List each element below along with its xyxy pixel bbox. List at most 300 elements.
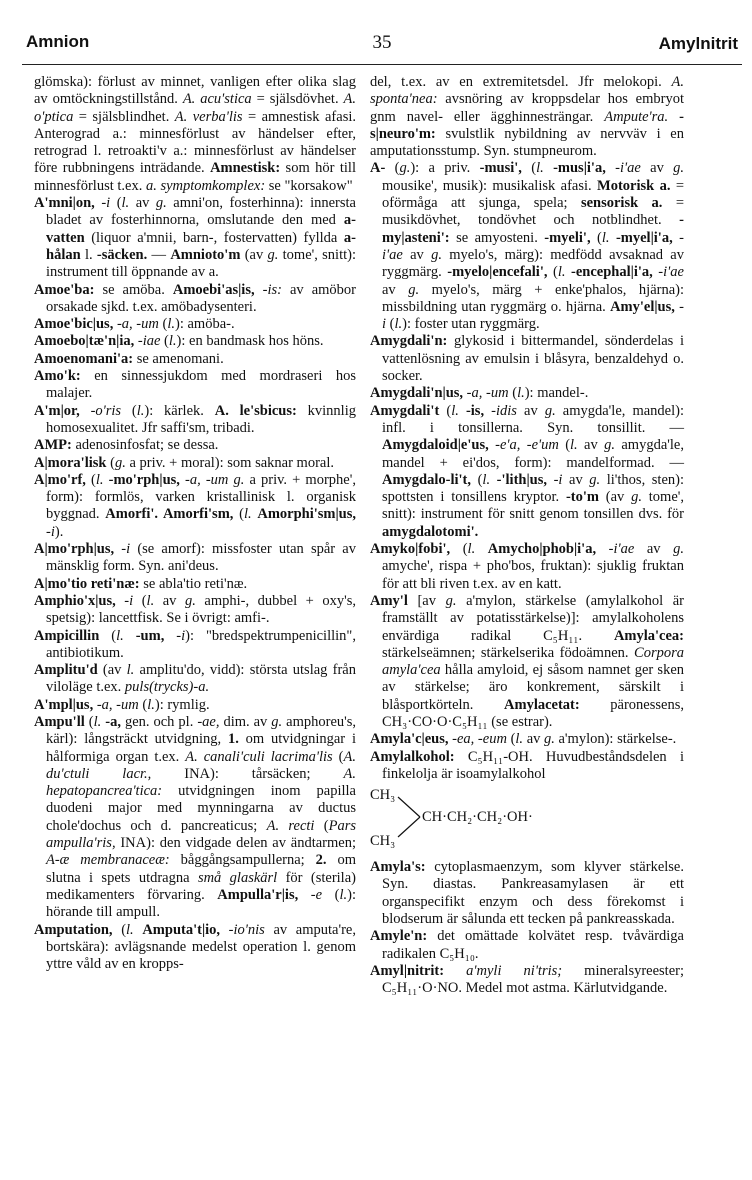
entry-italic-text: eum xyxy=(482,731,507,748)
entry-italic-text: puls(trycks)-a. xyxy=(124,679,210,696)
entry-italic-text: l. xyxy=(517,385,525,402)
entry-text: ( xyxy=(590,229,602,246)
entry-text: amplitu'do, vidd): största utslag från viloläge t.ex. xyxy=(46,662,356,696)
entry-italic-text: is: xyxy=(267,281,282,298)
entry-headword: Amygdali'n: xyxy=(370,333,448,350)
entry-italic-text: i'ae xyxy=(613,541,635,558)
entry-text: glömska): förlust av minnet, vanligen efter olika slag av omtöckningstillstånd. xyxy=(34,74,356,108)
entry-text: a'mylon): stärkelse-. xyxy=(554,731,677,748)
entry-text: amygda'le, mandel + ei'dos, form): mandelformad. — xyxy=(382,437,684,471)
entry-italic-text: a, xyxy=(471,385,483,402)
entry-text: ( xyxy=(385,160,400,177)
entry-text xyxy=(475,541,488,557)
entry-text: glykosid i bittermandel, sönderdelas i vattenlösning av emulsin i blåsyra, benzaldehyd o. socker. xyxy=(382,333,684,385)
entry-text: - xyxy=(254,281,268,298)
entry-italic-text: um g. xyxy=(210,471,245,488)
entry-text: ): mandel-. xyxy=(524,385,589,402)
entry-headword: Amylacetat: xyxy=(504,696,580,713)
entry-headword: A- xyxy=(370,160,386,177)
entry-italic-text: e xyxy=(315,886,323,903)
entry-text: ( xyxy=(332,748,344,765)
entry-text: ): rymlig. xyxy=(154,696,210,713)
dictionary-entry xyxy=(34,472,356,541)
entry-headword: -to'm xyxy=(565,489,599,506)
entry-text: ( xyxy=(84,713,94,730)
dictionary-entry xyxy=(34,351,356,368)
entry-headword: Amoe'ba: xyxy=(34,281,95,298)
entry-text: tome', snitt): instrument till öppnande av a. xyxy=(46,246,356,281)
entry-italic-text: g. xyxy=(408,281,420,298)
entry-headword: Amoebi'as|is, xyxy=(172,281,255,298)
entry-text: - xyxy=(113,316,122,333)
entry-text: myelo's, märg): medfödd avsaknad av ryggmärg. xyxy=(382,246,684,281)
entry-text: a'mylon, stärkelse (amylalkohol är framställt av potatisstärkelse)]: amylalkoholens envärdiga radikal C₅H₁₁. xyxy=(382,592,684,644)
dictionary-entry xyxy=(370,731,684,748)
entry-text: (av xyxy=(240,246,268,263)
entry-italic-text: g. xyxy=(445,592,457,609)
entry-headword: 2. xyxy=(315,852,327,869)
formula-chain: CH·CH₂·CH₂·OH· xyxy=(422,809,533,826)
entry-headword: Amyla'cea: xyxy=(613,627,684,644)
entry-text: - xyxy=(79,402,96,419)
entry-text: l. xyxy=(80,246,97,263)
entry-headword: Motorisk a. xyxy=(597,177,671,194)
entry-italic-text: A. hepatopancrea'tica: xyxy=(46,765,356,800)
entry-headword: Amorphi'sm|us, xyxy=(257,506,357,523)
entry-text: ( xyxy=(99,627,117,644)
entry-headword: A'mni|on, xyxy=(34,195,95,212)
entry-text: — xyxy=(147,246,171,263)
entry-headword: a-vatten xyxy=(46,212,356,246)
entry-text: (av xyxy=(598,489,632,506)
entry-text: se "korsakow" xyxy=(265,177,353,194)
entry-text: gen. och pl. - xyxy=(120,713,203,730)
entry-headword: A'm|or, xyxy=(34,402,80,419)
entry-headword: -mo'rph|us, xyxy=(108,471,180,488)
entry-italic-text: A. acu'stica xyxy=(182,91,252,108)
dictionary-entry xyxy=(34,922,356,974)
entry-headword: Amoenomani'a: xyxy=(34,350,134,367)
entry-text: - xyxy=(672,229,684,246)
entry-headword: Amorfi'. Amorfi'sm, xyxy=(105,506,234,523)
entry-headword: A'mpl|us, xyxy=(34,696,94,713)
entry-headword: -a, xyxy=(105,713,121,730)
entry-italic-text: g. xyxy=(184,592,196,609)
entry-headword: -musi', xyxy=(479,160,522,177)
entry-italic-text: g. xyxy=(155,195,167,212)
entry-text: båggångsampullerna; xyxy=(169,852,316,869)
entry-italic-text: l. xyxy=(126,662,135,679)
entry-text: C₅H₁₁-OH. Huvudbeståndsdelen i finkelolja är isoamylalkohol xyxy=(382,748,684,782)
entry-text: dim. av xyxy=(219,713,272,730)
entry-italic-text: l. xyxy=(515,731,524,748)
entry-text: mineralsyreester; C₅H₁₁·O·NO. Medel mot astma. Kärlutvidgande. xyxy=(382,962,685,997)
entry-headword: Amylalkohol: xyxy=(370,748,455,765)
entry-text: - xyxy=(112,696,122,713)
dictionary-entry xyxy=(34,628,356,663)
entry-italic-text: g. xyxy=(673,160,685,177)
entry-text: = oförmåga att sjunga, spela; xyxy=(382,177,685,212)
entry-italic-text: Pars ampulla'ris, xyxy=(46,817,356,852)
entry-headword: -s|neuro'm: xyxy=(370,108,684,142)
entry-text: ( xyxy=(133,592,147,609)
entry-headword: Amyla'c|eus, xyxy=(370,731,449,748)
entry-italic-text: g. xyxy=(604,437,615,454)
entry-text: - xyxy=(134,333,143,350)
entry-text: ( xyxy=(106,454,115,471)
entry-italic-text: um xyxy=(141,316,159,333)
entry-text: li'thos, sten): spottsten i tonsillens kryptor. xyxy=(382,471,684,506)
entry-italic-text: um xyxy=(490,385,509,402)
entry-headword: -mus|i'a, xyxy=(553,160,606,177)
entry-headword: Ampulla'r|is, xyxy=(217,886,299,903)
entry-text: ( xyxy=(508,385,518,402)
dictionary-entry xyxy=(34,437,356,454)
formula-ch3-bottom: CH₃ xyxy=(370,833,396,850)
entry-headword: Amplitu'd xyxy=(34,662,98,679)
entry-italic-text: A-æ membranaceæ: xyxy=(46,852,170,869)
entry-text: hålla amyloid, ej såsom namnet ger sken av stärkelse; äro konkrement, särskilt i blåsportkörteln. xyxy=(382,662,684,713)
dictionary-entry xyxy=(370,541,684,593)
entry-text: ): kärlek. xyxy=(144,402,215,419)
entry-italic-text: l. xyxy=(467,541,476,558)
entry-headword: -encephal|i'a, xyxy=(571,264,653,281)
entry-text: av xyxy=(640,160,674,177)
entry-text: av xyxy=(634,541,674,558)
entry-text: - xyxy=(93,696,102,713)
entry-text: - xyxy=(520,437,532,454)
entry-text: - xyxy=(220,921,234,938)
entry-italic-text: a, xyxy=(121,316,133,333)
dictionary-entry xyxy=(34,714,356,922)
continued-entry xyxy=(34,74,356,195)
entry-text: (se amorf): missfoster utan spår av mänsklig form. Syn. ani'deus. xyxy=(46,541,356,575)
entry-text: se abla'tio reti'næ. xyxy=(139,575,248,592)
entry-headword: Amnioto'm xyxy=(170,246,241,263)
entry-text: ( xyxy=(450,541,468,558)
entry-headword: Amputa't|io, xyxy=(142,921,221,938)
dictionary-entry xyxy=(34,403,356,438)
entry-headword: Ampu'll xyxy=(34,713,85,730)
entry-italic-text: l. xyxy=(536,160,544,177)
header-left-guide-word: Amnion xyxy=(26,32,90,51)
entry-text: - xyxy=(94,195,107,212)
entry-italic-text: l. xyxy=(557,264,566,281)
entry-text: av xyxy=(523,731,544,748)
entry-text: - xyxy=(674,298,684,315)
entry-italic-text: l. xyxy=(451,402,459,419)
entry-italic-text: A. du'ctuli lacr., xyxy=(46,748,356,782)
entry-headword: Amyl|nitrit: xyxy=(370,962,445,979)
entry-text: a priv. + morphe', form): formlös, varken kristallinisk l. organisk byggnad. xyxy=(46,471,356,523)
entry-italic-text: g. xyxy=(631,489,642,506)
entry-italic-text: i xyxy=(106,195,111,212)
entry-italic-text: g. xyxy=(114,454,126,471)
entry-text: päronessens, CH₃·CO·O·C₅H₁₁ (se estrar). xyxy=(382,696,684,730)
entry-text: ( xyxy=(112,921,127,938)
formula-ch3-top: CH₃ xyxy=(370,787,396,804)
entry-italic-text: l. xyxy=(116,627,124,644)
entry-italic-text: A. sponta'nea: xyxy=(370,74,684,108)
entry-text: en sinnessjukdom med mordraseri hos malajer. xyxy=(46,368,356,402)
entry-headword: -'lith|us, xyxy=(496,471,547,488)
entry-headword: Amoebo|tæ'n|ia, xyxy=(34,333,135,350)
dictionary-entry xyxy=(370,749,684,784)
entry-text: - xyxy=(605,160,620,177)
entry-italic-text: i'ae xyxy=(663,264,684,281)
dictionary-entry xyxy=(370,403,684,541)
entry-text: ( xyxy=(138,696,148,713)
entry-text: svulstlik nybildning av nervväv i en amputationsstump. Syn. stumpneurom. xyxy=(370,125,684,160)
entry-italic-text: l. xyxy=(126,921,134,938)
entry-text: myelo's, märg + enke'phalos, hjärna): missbildning utan ryggmärg o. hjärna. xyxy=(382,281,685,315)
entry-italic-text: i xyxy=(558,471,563,488)
entry-text: - xyxy=(164,627,182,644)
entry-text: = själsdövhet. xyxy=(251,91,344,108)
entry-text: - xyxy=(46,523,51,540)
formula-branch-lines xyxy=(396,795,424,839)
entry-text: av xyxy=(516,402,545,419)
entry-italic-text: l. xyxy=(482,471,491,488)
dictionary-entry xyxy=(370,859,684,928)
entry-headword: Amphio'x|us, xyxy=(34,592,116,609)
entry-italic-text: i'ae xyxy=(382,246,403,263)
entry-text: som hör till minnesförlust t.ex. xyxy=(34,160,356,194)
entry-headword: Amygdaloid|e'us, xyxy=(382,437,489,454)
dictionary-entry xyxy=(370,593,684,731)
dictionary-entry xyxy=(34,195,356,281)
entry-text: - xyxy=(200,471,211,488)
continued-entry xyxy=(370,74,684,160)
entry-italic-text: A. canali'culi lacrima'lis xyxy=(185,748,333,765)
entry-text: av xyxy=(402,246,432,263)
entry-text xyxy=(444,963,466,979)
entry-text: - xyxy=(484,402,496,419)
entry-text: ( xyxy=(521,160,537,177)
entry-headword: A|mo'tio reti'næ: xyxy=(34,575,140,592)
dictionary-entry xyxy=(34,333,356,350)
entry-text: amphi-, dubbel + oxy's, spetsig): lancettfisk. Se i övrigt: amfi-. xyxy=(46,592,356,627)
entry-text: ): en bandmask hos höns. xyxy=(176,333,324,350)
entry-text: om utvidgningar i hålformiga organ t.ex. xyxy=(46,731,356,765)
entry-text: ( xyxy=(121,402,137,419)
entry-text: ( xyxy=(471,471,483,488)
entry-headword: Amoe'bic|us, xyxy=(34,316,114,333)
entry-italic-text: i'ae xyxy=(619,160,641,177)
chemical-formula xyxy=(370,785,684,857)
entry-text: ): hörande till ampull. xyxy=(46,886,356,921)
entry-italic-text: e'um xyxy=(531,437,559,454)
dictionary-entry xyxy=(34,593,356,628)
entry-italic-text: l. xyxy=(146,592,155,609)
header-right-guide-word: Amylnitrit xyxy=(658,34,738,53)
entry-text: INA): tårsäcken; xyxy=(151,765,344,782)
entry-text: ( xyxy=(160,333,169,350)
entry-text: se amöba. xyxy=(94,281,173,298)
entry-italic-text: l. xyxy=(570,437,578,454)
entry-text: - xyxy=(179,471,190,488)
entry-italic-text: Corpora amyla'cea xyxy=(382,644,684,679)
entry-italic-text: g. xyxy=(589,471,601,488)
entry-italic-text: a, xyxy=(189,471,201,488)
entry-text: - xyxy=(652,264,664,281)
entry-italic-text: l. xyxy=(95,471,104,488)
entry-text: ( xyxy=(158,316,168,333)
entry-text: om slutna i spets utdragna xyxy=(46,852,356,886)
entry-headword: Amnestisk: xyxy=(210,160,281,177)
entry-text: amphoreu's, kärl): långsträckt utvidgning, xyxy=(46,713,357,748)
dictionary-entry xyxy=(370,385,684,402)
entry-text: ): foster utan ryggmärg. xyxy=(402,316,540,333)
entry-italic-text: ea, xyxy=(456,731,475,748)
entry-italic-text: a'myli ni'tris; xyxy=(466,962,563,979)
entry-text: amni'on, fosterhinna): innersta bladet av fosterhinnorna, omslutande den med xyxy=(46,195,356,229)
entry-text xyxy=(459,403,466,419)
entry-text: (av xyxy=(97,662,127,679)
entry-text: tome', snitt): instrument för snitt genom tonsillen dvs. för xyxy=(382,489,685,523)
entry-text: av xyxy=(154,592,185,609)
entry-text: [av xyxy=(407,592,446,609)
entry-text: - xyxy=(474,731,483,748)
entry-text: - xyxy=(596,541,614,558)
entry-italic-text: g. xyxy=(399,160,411,177)
entry-headword: AMP: xyxy=(34,437,72,454)
entry-headword: Amygdalo-li't, xyxy=(382,471,472,488)
entry-italic-text: g. xyxy=(267,246,279,263)
entry-italic-text: Ampute'ra. xyxy=(604,108,669,125)
entry-headword: Amygdali't xyxy=(370,402,440,419)
entry-text: av amöbor orsakade sjkd. t.ex. amöbadysenteri. xyxy=(46,281,356,315)
entry-text: = själsblindhet. xyxy=(73,108,175,125)
entry-headword: A|mora'lisk xyxy=(34,454,107,471)
entry-italic-text: l. xyxy=(168,333,177,350)
entry-italic-text: l. xyxy=(394,316,403,333)
entry-text: ). xyxy=(54,523,64,540)
entry-headword: Amyko|fobi', xyxy=(370,541,451,558)
entry-text: ( xyxy=(322,886,340,903)
entry-italic-text: io'nis xyxy=(233,921,265,938)
running-header xyxy=(26,32,738,62)
entry-text: av xyxy=(577,437,605,454)
entry-italic-text: i xyxy=(50,523,55,540)
entry-text: se amyosteni. xyxy=(449,229,545,246)
entry-text: amygda'le, mandel): infl. i tonsillerna. Syn. tonsillit. — xyxy=(382,402,684,436)
entry-text: stärkelseämnen; stärkelserika födoämnen. xyxy=(382,644,635,661)
entry-italic-text: A. recti xyxy=(266,817,315,834)
entry-italic-text: g. xyxy=(431,246,442,263)
entry-text: ( xyxy=(314,817,329,834)
dictionary-entry xyxy=(370,928,684,963)
entry-text: (liquor a'mnii, barn-, fostervatten) fyllda xyxy=(84,229,344,246)
entry-text: - xyxy=(115,592,130,609)
entry-text: avsnöring av kroppsdelar hos embryot gnm navel- eller ägghinnesträngar. xyxy=(370,91,684,125)
page-number: 35 xyxy=(372,32,392,53)
entry-text: - xyxy=(132,316,142,333)
entry-italic-text: g. xyxy=(544,402,556,419)
left-column xyxy=(34,74,356,973)
entry-text: ( xyxy=(233,506,244,523)
dictionary-entry xyxy=(34,316,356,333)
entry-text: ( xyxy=(386,316,395,333)
entry-italic-text: l. xyxy=(167,316,175,333)
entry-italic-text: a. symptomkomplex: xyxy=(145,177,266,194)
entry-headword: Ampicillin xyxy=(34,627,100,644)
entry-italic-text: g. xyxy=(544,731,555,748)
entry-headword: a-hålan xyxy=(46,229,356,263)
entry-text: det omättade kolvätet resp. tvåvärdiga radikalen C₅H₁₀. xyxy=(382,928,684,962)
entry-text: ( xyxy=(558,437,571,454)
entry-text: - xyxy=(114,541,127,558)
entry-italic-text: l. xyxy=(601,229,610,246)
entry-text: - xyxy=(488,437,500,454)
entry-text: - xyxy=(298,886,316,903)
entry-headword: 1. xyxy=(227,731,239,748)
entry-headword: Amycho|phob|i'a, xyxy=(487,541,597,558)
entry-text: cytoplasmaenzym, som klyver stärkelse. Syn. diastas. Pankreasamylasen är ett organspecifikt enzym och dess förekomst i blodserum är sålunda ett tecken på pankreasskada. xyxy=(382,859,684,928)
entry-italic-text: l. xyxy=(243,506,252,523)
entry-italic-text: a, xyxy=(101,696,113,713)
entry-headword: -myelo|encefali', xyxy=(447,264,548,281)
entry-italic-text: A. o'ptica xyxy=(34,91,357,125)
entry-italic-text: g. xyxy=(271,713,283,730)
entry-headword: -um, xyxy=(135,627,165,644)
entry-text: - xyxy=(482,385,491,402)
entry-text: ( xyxy=(506,731,516,748)
entry-headword: A|mo'rf, xyxy=(34,471,86,488)
dictionary-entry xyxy=(34,455,356,472)
entry-headword: Amy'el|us, xyxy=(610,298,675,315)
entry-headword: Amo'k: xyxy=(34,368,81,385)
entry-italic-text: g. xyxy=(673,541,684,558)
dictionary-entry xyxy=(34,697,356,714)
entry-text: adenosinfosfat; se dessa. xyxy=(71,437,219,454)
entry-headword: -myeli', xyxy=(544,229,591,246)
dictionary-entry xyxy=(370,333,684,385)
dictionary-entry xyxy=(34,576,356,593)
entry-text: av amputa're, bortskära): avlägsnande medelst operation l. genom yttre våld av en kropps- xyxy=(46,921,356,973)
entry-italic-text: små glaskärl xyxy=(197,869,278,886)
entry-headword: Amyle'n: xyxy=(370,928,428,945)
entry-text: kvinnlig homosexualitet. Jfr saffi'sm, tribadi. xyxy=(46,402,356,436)
entry-italic-text: l. xyxy=(147,696,155,713)
entry-headword: -my|asteni': xyxy=(382,212,684,246)
entry-text: INA): den vidgade delen av ändtarmen; xyxy=(115,835,356,852)
dictionary-entry xyxy=(34,282,356,317)
entry-text: ( xyxy=(439,402,452,419)
entry-italic-text: l. xyxy=(136,402,145,419)
entry-italic-text: e'a, xyxy=(499,437,521,454)
entry-italic-text: A. verba'lis xyxy=(174,108,243,125)
entry-text: för (sterila) medikamenters förvaring. xyxy=(46,869,356,903)
entry-text: - xyxy=(463,385,472,402)
entry-text: ( xyxy=(547,264,558,281)
dictionary-entry xyxy=(34,541,356,576)
entry-italic-text: l. xyxy=(93,713,102,730)
entry-headword: amygdalotomi'. xyxy=(382,523,479,540)
entry-italic-text: i xyxy=(129,592,134,609)
entry-headword: Amy'l xyxy=(370,592,408,609)
entry-italic-text: o'ris xyxy=(95,402,122,419)
entry-headword: -myel|i'a, xyxy=(615,229,673,246)
entry-text: del, t.ex. av en extremitetsdel. Jfr melokopi. xyxy=(370,74,672,90)
entry-italic-text: um xyxy=(121,696,139,713)
entry-text: ): "bredspektrumpenicillin", antibiotikum. xyxy=(46,627,356,661)
entry-text: amyche', rispa + pho'bos, fruktan): sjuklig fruktan för att bli riven t.ex. av en katt. xyxy=(382,558,684,592)
entry-text: av xyxy=(562,471,590,488)
entry-text: ( xyxy=(110,195,122,212)
entry-text: av xyxy=(129,195,156,212)
entry-headword: -is, xyxy=(465,402,485,419)
